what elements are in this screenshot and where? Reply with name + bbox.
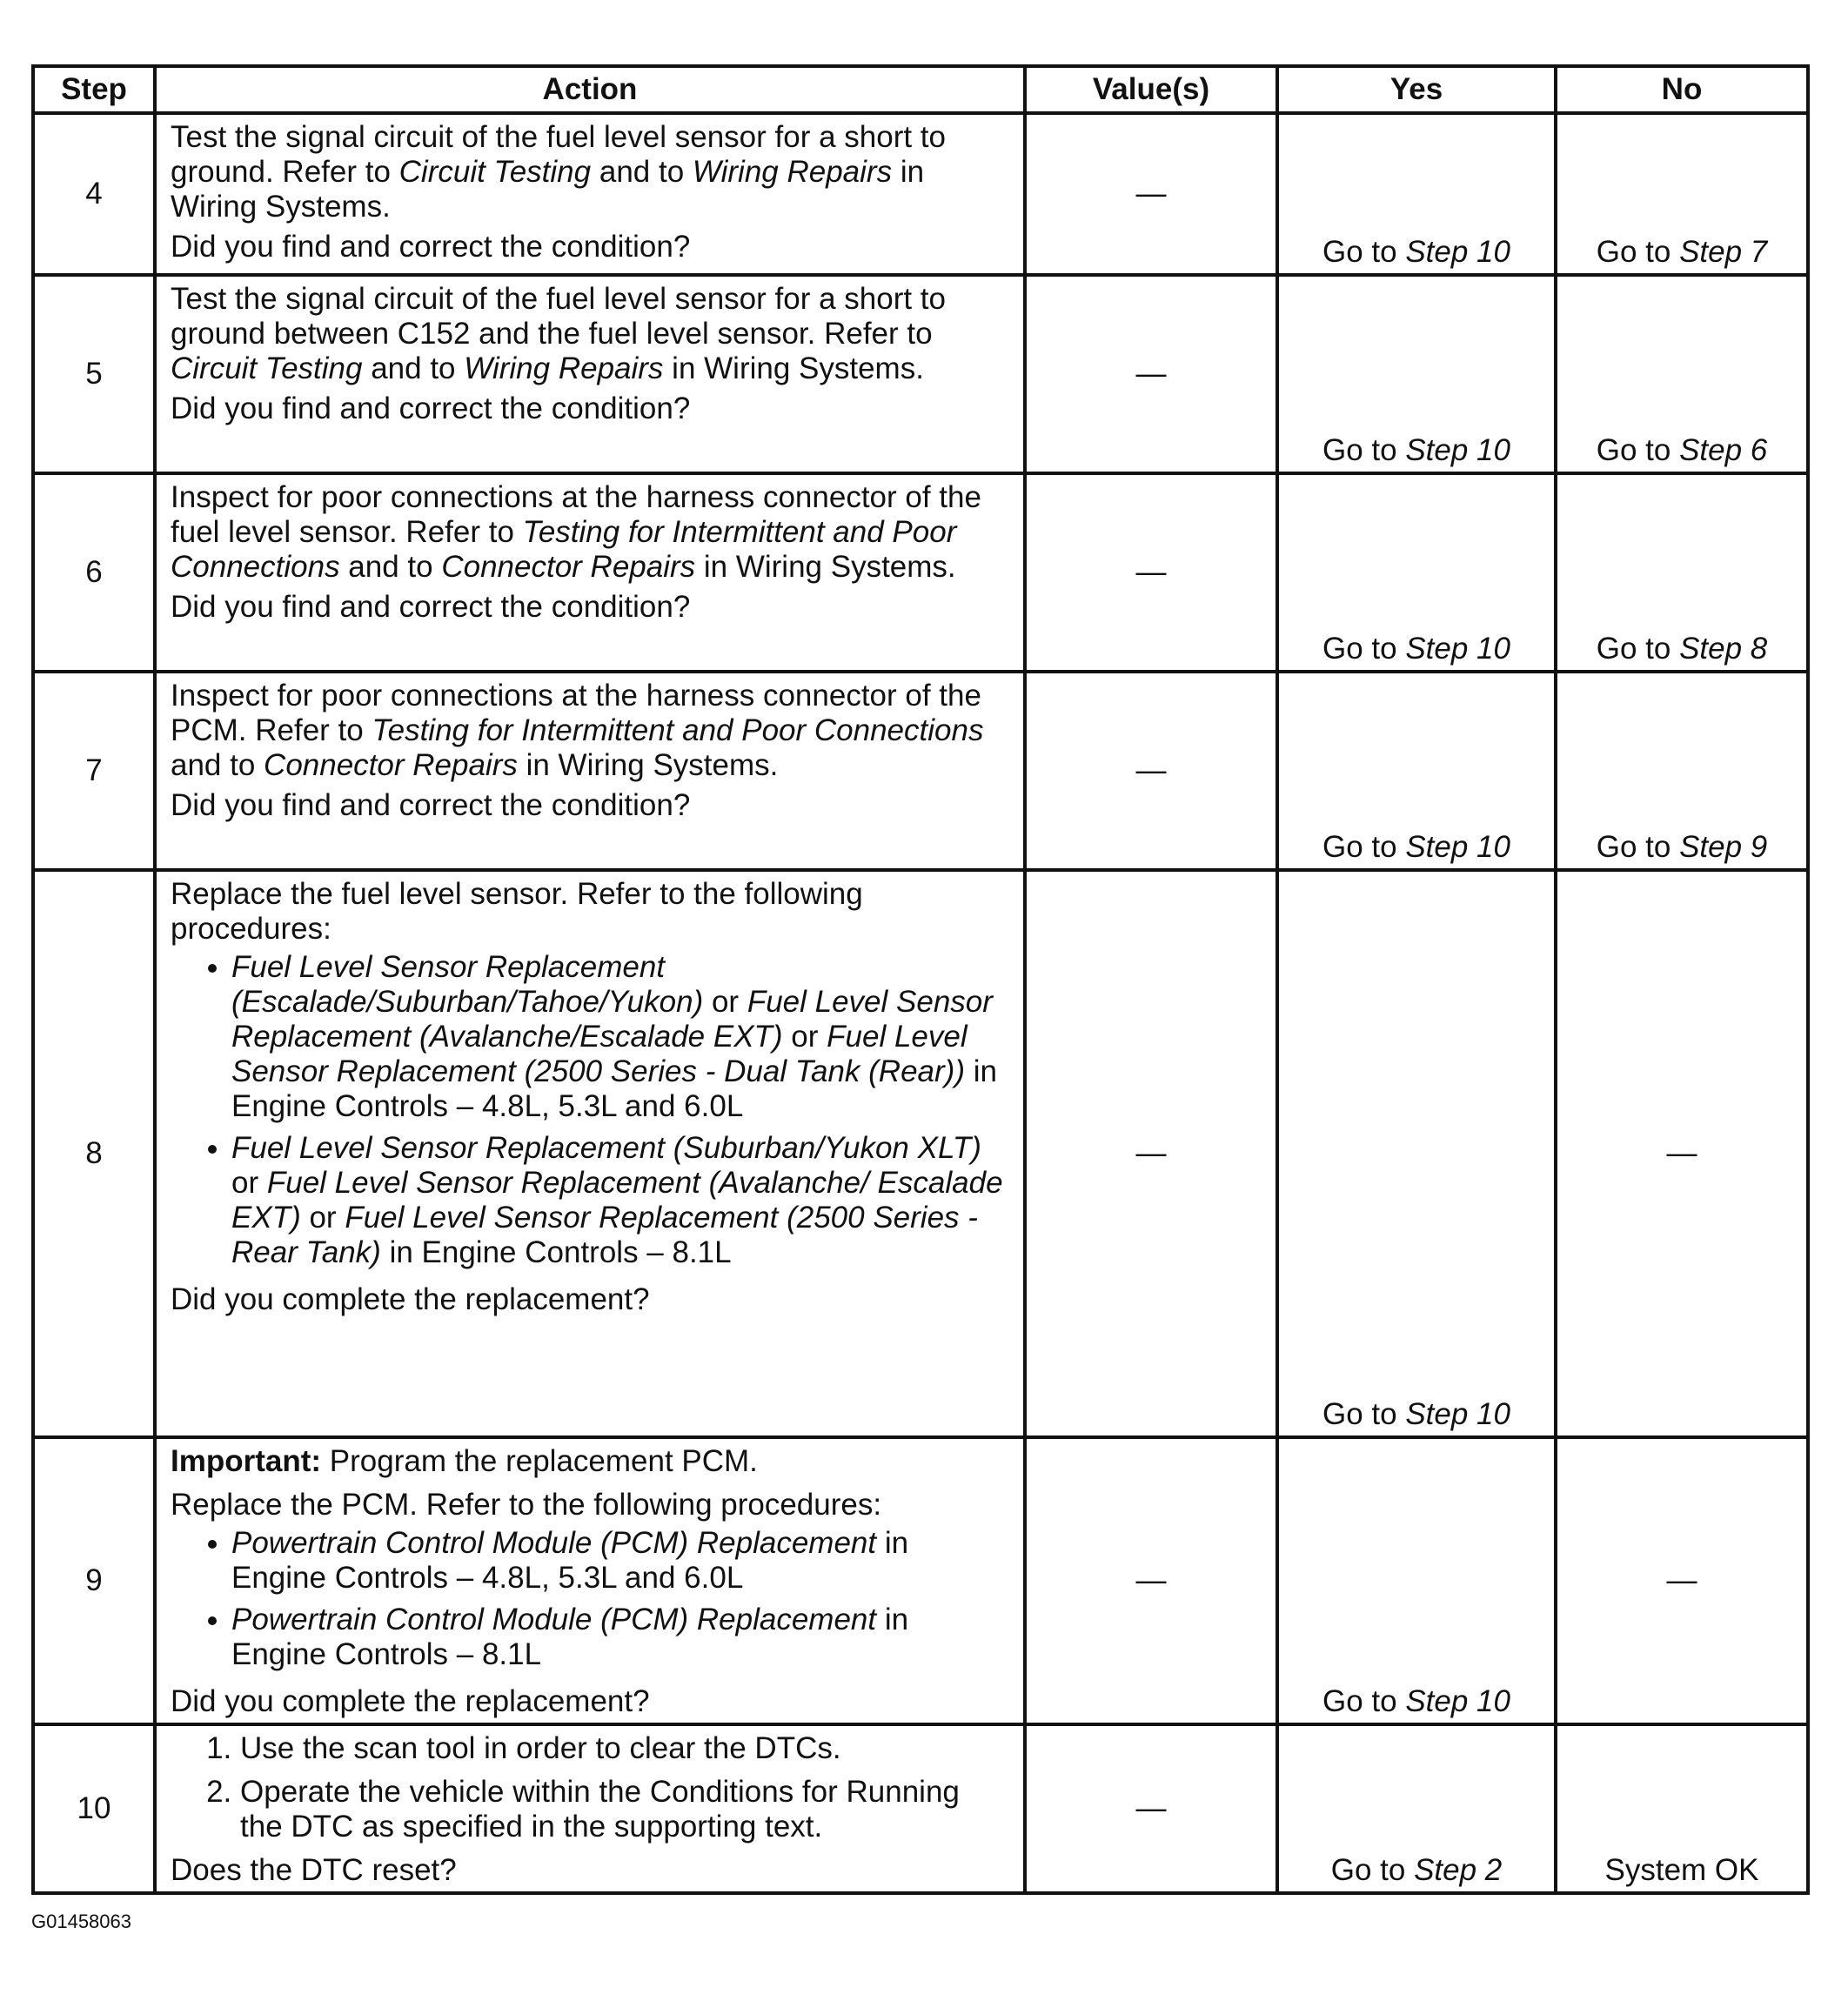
action-cell	[155, 672, 1025, 870]
action-question: Did you find and correct the condition?	[171, 590, 691, 624]
no-cell: Go to Step 9	[1556, 672, 1808, 870]
yes-cell: Go to Step 10	[1277, 672, 1556, 870]
important-note: Important: Program the replacement PCM.	[171, 1444, 758, 1478]
yes-cell: Go to Step 10	[1277, 870, 1556, 1437]
no-cell: —	[1556, 870, 1808, 1437]
action-cell	[155, 1437, 1025, 1724]
list-item: • Fuel Level Sensor Replacement (Suburban/Yukon XLT) or Fuel Level Sensor Replacement (Avalanche/ Escalade EXT) or Fuel Level Sensor Replacement (2500 Series - Rear Tank) in Engine Controls – 8.1L	[231, 1131, 1009, 1270]
no-cell: Go to Step 6	[1556, 275, 1808, 473]
action-question: Did you complete the replacement?	[171, 1282, 650, 1316]
procedure-list	[171, 1526, 1009, 1672]
table-row	[33, 473, 1808, 672]
action-cell	[155, 870, 1025, 1437]
numbered-list	[171, 1731, 1009, 1853]
table-row	[33, 113, 1808, 275]
step-number: 6	[33, 473, 155, 672]
list-item: • Powertrain Control Module (PCM) Replacement in Engine Controls – 4.8L, 5.3L and 6.0L	[231, 1526, 1009, 1596]
header-action: Action	[155, 66, 1025, 113]
table-row	[33, 1437, 1808, 1724]
yes-cell: Go to Step 10	[1277, 275, 1556, 473]
action-text: Test the signal circuit of the fuel level sensor for a short to ground between C152 and the fuel level sensor. Refer to Circuit Testing and to Wiring Repairs in Wiring Systems.	[171, 282, 946, 385]
step-number: 8	[33, 870, 155, 1437]
value-cell: —	[1025, 672, 1277, 870]
action-text: Test the signal circuit of the fuel level sensor for a short to ground. Refer to Circuit Testing and to Wiring Repairs in Wiring Systems.	[171, 120, 946, 224]
header-values: Value(s)	[1025, 66, 1277, 113]
header-yes: Yes	[1277, 66, 1556, 113]
step-number: 10	[33, 1724, 155, 1893]
no-cell: System OK	[1556, 1724, 1808, 1893]
table-row	[33, 870, 1808, 1437]
value-cell: —	[1025, 473, 1277, 672]
value-cell: —	[1025, 870, 1277, 1437]
no-cell: Go to Step 7	[1556, 113, 1808, 275]
action-cell	[155, 113, 1025, 275]
step-number: 7	[33, 672, 155, 870]
value-cell: —	[1025, 1437, 1277, 1724]
action-question: Did you find and correct the condition?	[171, 788, 691, 822]
no-cell: Go to Step 8	[1556, 473, 1808, 672]
action-question: Did you find and correct the condition?	[171, 392, 691, 425]
action-question: Did you complete the replacement?	[171, 1684, 650, 1718]
diagnostic-table	[31, 64, 1810, 1895]
action-text: Inspect for poor connections at the harness connector of the PCM. Refer to Testing for Intermittent and Poor Connections and to Connector Repairs in Wiring Systems.	[171, 679, 984, 782]
table-row	[33, 672, 1808, 870]
action-text: Inspect for poor connections at the harness connector of the fuel level sensor. Refer to Testing for Intermittent and Poor Connections and to Connector Repairs in Wiring Systems.	[171, 480, 981, 584]
action-intro: Replace the fuel level sensor. Refer to the following procedures:	[171, 877, 863, 946]
yes-cell: Go to Step 10	[1277, 1437, 1556, 1724]
action-cell	[155, 473, 1025, 672]
value-cell: —	[1025, 275, 1277, 473]
table-row	[33, 1724, 1808, 1893]
action-cell	[155, 1724, 1025, 1893]
action-question: Did you find and correct the condition?	[171, 230, 691, 264]
list-item: • Powertrain Control Module (PCM) Replacement in Engine Controls – 8.1L	[231, 1603, 1009, 1672]
header-row	[33, 66, 1808, 113]
table-row	[33, 275, 1808, 473]
value-cell: —	[1025, 113, 1277, 275]
list-item: 2. Operate the vehicle within the Conditions for Running the DTC as specified in the supporting text.	[240, 1775, 1009, 1844]
figure-id: G01458063	[31, 1911, 131, 1932]
yes-cell: Go to Step 2	[1277, 1724, 1556, 1893]
list-item: 1. Use the scan tool in order to clear the DTCs.	[240, 1731, 1009, 1766]
action-intro: Replace the PCM. Refer to the following procedures:	[171, 1488, 882, 1522]
action-cell	[155, 275, 1025, 473]
step-number: 4	[33, 113, 155, 275]
header-no: No	[1556, 66, 1808, 113]
step-number: 5	[33, 275, 155, 473]
step-number: 9	[33, 1437, 155, 1724]
yes-cell: Go to Step 10	[1277, 473, 1556, 672]
value-cell: —	[1025, 1724, 1277, 1893]
header-step: Step	[33, 66, 155, 113]
procedure-list	[171, 950, 1009, 1270]
yes-cell: Go to Step 10	[1277, 113, 1556, 275]
list-item: • Fuel Level Sensor Replacement (Escalade/Suburban/Tahoe/Yukon) or Fuel Level Sensor Replacement (Avalanche/Escalade EXT) or Fuel Level Sensor Replacement (2500 Series - Dual Tank (Rear)) in Engine Controls – 4.8L, 5.3L and 6.0L	[231, 950, 1009, 1124]
no-cell: —	[1556, 1437, 1808, 1724]
action-question: Does the DTC reset?	[171, 1853, 457, 1887]
